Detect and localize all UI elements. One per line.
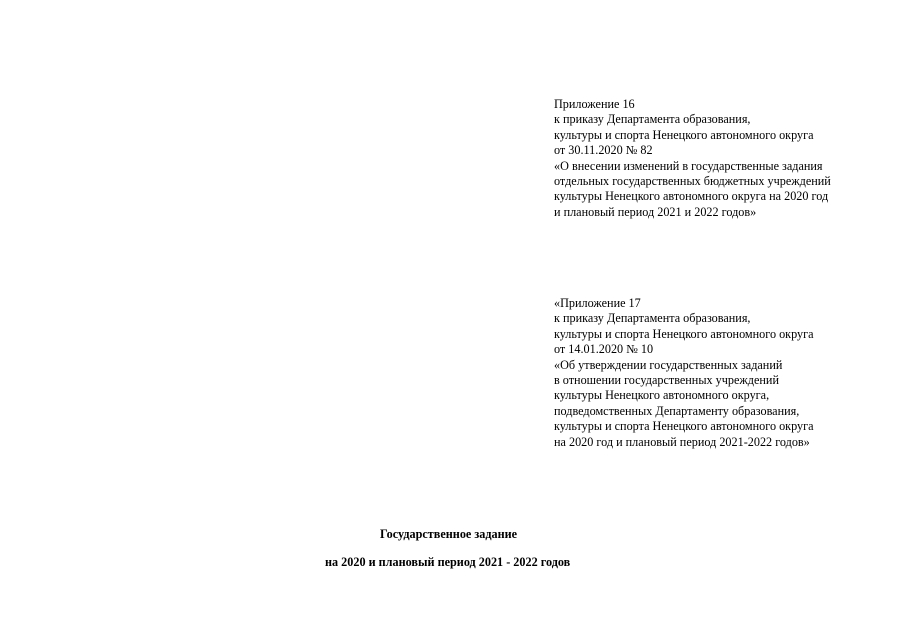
appendix-16-header	[554, 97, 831, 220]
appendix-16-line: Приложение 16	[554, 97, 635, 111]
document-period: на 2020 и плановый период 2021 - 2022 годов	[325, 555, 571, 569]
appendix-17-line: культуры и спорта Ненецкого автономного округа	[554, 419, 814, 434]
appendix-16-line: отдельных государственных бюджетных учреждений	[554, 173, 831, 188]
appendix-17-header	[554, 296, 814, 450]
appendix-17-line: культуры и спорта Ненецкого автономного округа	[554, 326, 814, 341]
appendix-16-line: от 30.11.2020 № 82	[554, 143, 653, 158]
appendix-16-line: культуры и спорта Ненецкого автономного округа	[554, 127, 814, 142]
appendix-17-line: культуры Ненецкого автономного округа,	[554, 388, 770, 403]
appendix-17-line: в отношении государственных учреждений	[554, 372, 779, 387]
appendix-16-line: к приказу Департамента образования,	[554, 112, 751, 127]
appendix-17-line: к приказу Департамента образования,	[554, 311, 751, 326]
appendix-16-line: культуры Ненецкого автономного округа на 2020 год	[554, 189, 829, 204]
appendix-16-line: «О внесении изменений в государственные задания	[554, 158, 823, 173]
document-title: Государственное задание	[380, 527, 518, 541]
appendix-17-line: «Об утверждении государственных заданий	[554, 357, 783, 372]
appendix-17-line: подведомственных Департаменту образования,	[554, 403, 800, 418]
appendix-17-line: от 14.01.2020 № 10	[554, 342, 654, 357]
appendix-16-line: и плановый период 2021 и 2022 годов»	[554, 204, 757, 219]
appendix-17-line: «Приложение 17	[554, 296, 641, 310]
appendix-17-line: на 2020 год и плановый период 2021-2022 годов»	[554, 434, 810, 449]
